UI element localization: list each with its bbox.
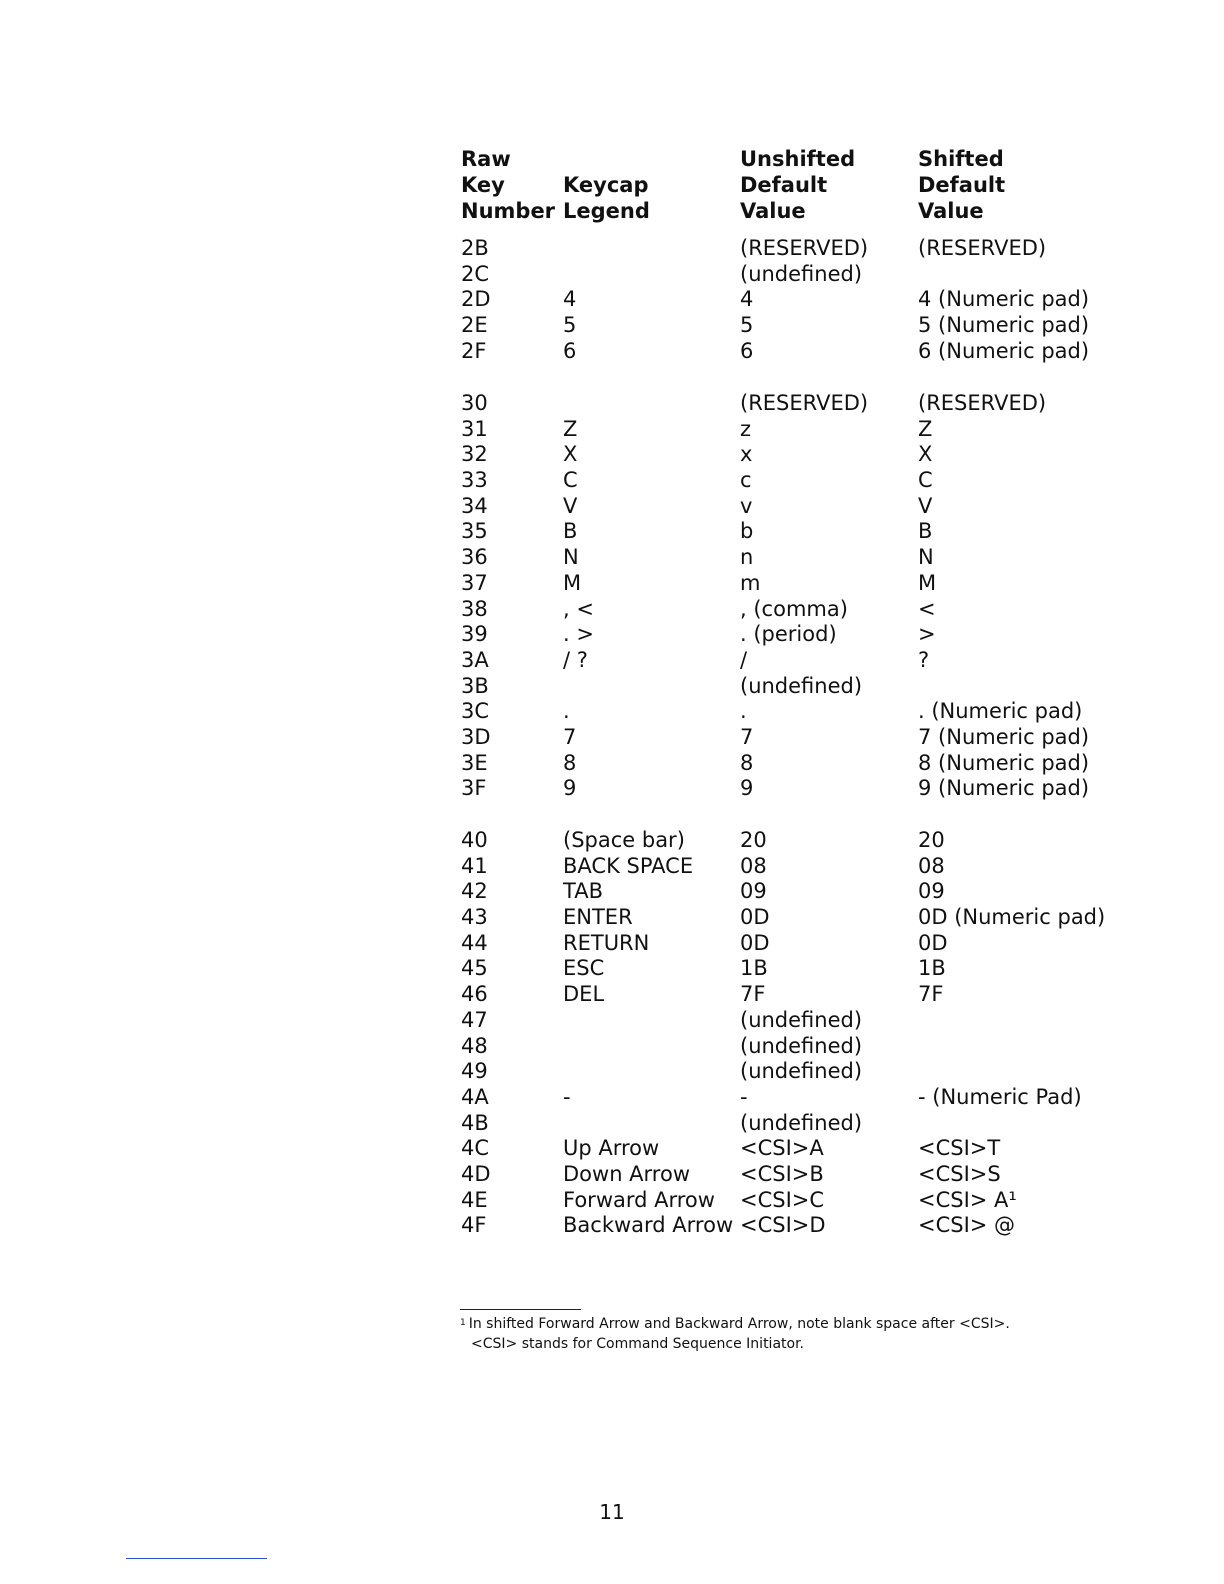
table-row — [461, 699, 1181, 725]
cell-shifted: M — [918, 570, 937, 595]
table-row — [461, 931, 1181, 957]
cell-raw: 36 — [461, 545, 488, 570]
cell-unshifted: 20 — [740, 828, 767, 852]
table-row — [461, 417, 1181, 443]
cell-unshifted: (undefined) — [740, 673, 863, 698]
cell-raw: 39 — [461, 622, 488, 647]
cell-unshifted: (RESERVED) — [740, 236, 869, 260]
cell-raw: 2B — [461, 236, 489, 260]
cell-unshifted: 0D — [740, 930, 770, 955]
cell-unshifted: . — [740, 699, 747, 724]
cell-shifted: N — [918, 545, 934, 570]
table-row — [461, 622, 1181, 648]
cell-keycap: C — [563, 468, 578, 493]
table-row — [461, 725, 1181, 751]
cell-unshifted: <CSI>A — [740, 1136, 824, 1161]
cell-unshifted: (undefined) — [740, 1033, 863, 1058]
table-row — [461, 262, 1181, 288]
cell-unshifted: (RESERVED) — [740, 391, 869, 415]
cell-unshifted: n — [740, 545, 754, 570]
cell-shifted: < — [918, 596, 936, 621]
cell-raw: 3B — [461, 673, 489, 698]
cell-raw: 47 — [461, 1007, 488, 1032]
cell-raw: 3F — [461, 776, 487, 801]
table-row — [461, 1162, 1181, 1188]
cell-unshifted: 0D — [740, 905, 770, 930]
cell-keycap: TAB — [563, 879, 603, 904]
cell-shifted: (RESERVED) — [918, 391, 1047, 415]
cell-keycap: - — [563, 1084, 571, 1109]
table-row — [461, 905, 1181, 931]
table-row — [461, 956, 1181, 982]
cell-shifted: 0D (Numeric pad) — [918, 905, 1106, 930]
cell-raw: 3A — [461, 647, 489, 672]
table-row — [461, 648, 1181, 674]
cell-raw: 48 — [461, 1033, 488, 1058]
bottom-left-line — [126, 1558, 267, 1559]
cell-unshifted: c — [740, 468, 752, 493]
cell-shifted: 4 (Numeric pad) — [918, 287, 1090, 312]
cell-keycap: ENTER — [563, 905, 633, 930]
cell-shifted: Z — [918, 416, 933, 441]
footnote-line-1 — [460, 1314, 1010, 1334]
cell-unshifted: 4 — [740, 287, 754, 312]
cell-keycap: M — [563, 570, 582, 595]
table-row — [461, 339, 1181, 365]
cell-raw: 2F — [461, 338, 487, 363]
cell-keycap: 7 — [563, 724, 577, 749]
cell-unshifted: x — [740, 442, 753, 467]
cell-raw: 43 — [461, 905, 488, 930]
cell-raw: 2D — [461, 287, 491, 312]
cell-raw: 2E — [461, 313, 488, 338]
cell-unshifted: 6 — [740, 338, 754, 363]
cell-unshifted: / — [740, 647, 748, 672]
cell-raw: 31 — [461, 416, 488, 441]
cell-unshifted: (undefined) — [740, 261, 863, 286]
cell-raw: 3C — [461, 699, 490, 724]
table-row — [461, 597, 1181, 623]
footnote-text-1: In shifted Forward Arrow and Backward Arrow, note blank space after <CSI>. — [468, 1316, 1010, 1332]
cell-shifted: 6 (Numeric pad) — [918, 338, 1090, 363]
cell-keycap: X — [563, 442, 578, 467]
cell-shifted: <CSI>S — [918, 1161, 1001, 1186]
cell-keycap: . — [563, 699, 570, 724]
cell-raw: 34 — [461, 493, 488, 518]
cell-raw: 37 — [461, 570, 488, 595]
cell-unshifted: , (comma) — [740, 596, 848, 621]
header-keycap-legend: Keycap Legend — [563, 173, 650, 223]
cell-raw: 4E — [461, 1187, 488, 1212]
cell-unshifted: 1B — [740, 956, 768, 981]
cell-keycap: / ? — [563, 647, 588, 672]
cell-keycap: DEL — [563, 982, 605, 1007]
cell-shifted: 5 (Numeric pad) — [918, 313, 1090, 338]
table-row — [461, 1059, 1181, 1085]
header-raw-key-number: Raw Key Number — [461, 147, 556, 223]
cell-raw: 42 — [461, 879, 488, 904]
cell-keycap: . > — [563, 622, 594, 647]
cell-unshifted: 5 — [740, 313, 754, 338]
cell-unshifted: . (period) — [740, 622, 837, 647]
cell-unshifted: (undefined) — [740, 1007, 863, 1032]
footnote-rule — [460, 1309, 581, 1310]
cell-unshifted: v — [740, 493, 753, 518]
cell-keycap: 8 — [563, 750, 577, 775]
cell-keycap: ESC — [563, 956, 605, 981]
table-row — [461, 982, 1181, 1008]
cell-raw: 2C — [461, 261, 490, 286]
cell-unshifted: 7 — [740, 724, 754, 749]
cell-keycap: RETURN — [563, 930, 650, 955]
cell-unshifted: - — [740, 1084, 748, 1109]
table-row — [461, 236, 1181, 262]
cell-shifted: ? — [918, 647, 930, 672]
cell-shifted: <CSI> A¹ — [918, 1187, 1017, 1212]
cell-raw: 40 — [461, 828, 488, 852]
cell-shifted: <CSI>T — [918, 1136, 1001, 1161]
cell-keycap: Forward Arrow — [563, 1187, 715, 1212]
cell-keycap: Up Arrow — [563, 1136, 660, 1161]
cell-shifted: 7 (Numeric pad) — [918, 724, 1090, 749]
table-row — [461, 674, 1181, 700]
table-header — [461, 146, 1181, 230]
cell-raw: 4F — [461, 1213, 487, 1238]
cell-shifted: . (Numeric pad) — [918, 699, 1083, 724]
table-row — [461, 287, 1181, 313]
table-row — [461, 571, 1181, 597]
cell-shifted: 7F — [918, 982, 944, 1007]
footnote-marker: 1 — [460, 1318, 466, 1328]
cell-raw: 4B — [461, 1110, 489, 1135]
table-row — [461, 879, 1181, 905]
cell-raw: 41 — [461, 853, 488, 878]
cell-keycap: BACK SPACE — [563, 853, 694, 878]
table-row — [461, 545, 1181, 571]
cell-shifted: 08 — [918, 853, 945, 878]
cell-keycap: B — [563, 519, 578, 544]
page-number: 11 — [599, 1500, 625, 1524]
cell-shifted: 09 — [918, 879, 945, 904]
cell-shifted: X — [918, 442, 933, 467]
cell-unshifted: (undefined) — [740, 1059, 863, 1084]
table-row — [461, 468, 1181, 494]
table-row — [461, 1188, 1181, 1214]
cell-raw: 45 — [461, 956, 488, 981]
cell-shifted: > — [918, 622, 936, 647]
table-row — [461, 391, 1181, 417]
cell-shifted: 0D — [918, 930, 948, 955]
cell-unshifted: z — [740, 416, 752, 441]
table-row — [461, 1111, 1181, 1137]
cell-raw: 32 — [461, 442, 488, 467]
cell-keycap: V — [563, 493, 578, 518]
cell-unshifted: <CSI>C — [740, 1187, 825, 1212]
cell-keycap: 5 — [563, 313, 577, 338]
cell-unshifted: m — [740, 570, 761, 595]
table-row — [461, 519, 1181, 545]
cell-unshifted: 7F — [740, 982, 766, 1007]
table-group-30-3f — [461, 391, 1181, 802]
table-row — [461, 828, 1181, 854]
cell-keycap: Backward Arrow — [563, 1213, 734, 1238]
table-row — [461, 1136, 1181, 1162]
cell-keycap: (Space bar) — [563, 828, 685, 852]
cell-raw: 33 — [461, 468, 488, 493]
cell-unshifted: 08 — [740, 853, 767, 878]
cell-shifted: B — [918, 519, 933, 544]
table-row — [461, 776, 1181, 802]
cell-unshifted: (undefined) — [740, 1110, 863, 1135]
footnote-line-2: <CSI> stands for Command Sequence Initiator. — [471, 1336, 805, 1352]
cell-unshifted: <CSI>B — [740, 1161, 824, 1186]
cell-raw: 49 — [461, 1059, 488, 1084]
cell-raw: 4A — [461, 1084, 489, 1109]
cell-keycap: Down Arrow — [563, 1161, 691, 1186]
cell-raw: 44 — [461, 930, 488, 955]
cell-keycap: 6 — [563, 338, 577, 363]
cell-keycap: 4 — [563, 287, 577, 312]
cell-shifted: (RESERVED) — [918, 236, 1047, 260]
table-row — [461, 1213, 1181, 1239]
table-row — [461, 494, 1181, 520]
header-unshifted-default-value: Unshifted Default Value — [740, 147, 856, 223]
cell-raw: 30 — [461, 391, 488, 415]
cell-raw: 4C — [461, 1136, 490, 1161]
cell-shifted: 9 (Numeric pad) — [918, 776, 1090, 801]
table-row — [461, 1085, 1181, 1111]
cell-keycap: Z — [563, 416, 578, 441]
cell-shifted: - (Numeric Pad) — [918, 1084, 1082, 1109]
cell-shifted: 8 (Numeric pad) — [918, 750, 1090, 775]
cell-shifted: <CSI> @ — [918, 1213, 1016, 1238]
cell-unshifted: 09 — [740, 879, 767, 904]
table-row — [461, 1034, 1181, 1060]
cell-raw: 3D — [461, 724, 491, 749]
cell-shifted: V — [918, 493, 933, 518]
cell-keycap: N — [563, 545, 579, 570]
table-group-2b-2f — [461, 236, 1181, 364]
table-row — [461, 751, 1181, 777]
table-group-40-4f — [461, 828, 1181, 1239]
cell-unshifted: 8 — [740, 750, 754, 775]
table-row — [461, 854, 1181, 880]
table-row — [461, 313, 1181, 339]
cell-shifted: 20 — [918, 828, 945, 852]
cell-keycap: , < — [563, 596, 594, 621]
cell-unshifted: <CSI>D — [740, 1213, 826, 1238]
cell-shifted: 1B — [918, 956, 946, 981]
cell-raw: 35 — [461, 519, 488, 544]
table-row — [461, 442, 1181, 468]
cell-raw: 4D — [461, 1161, 491, 1186]
cell-raw: 46 — [461, 982, 488, 1007]
header-shifted-default-value: Shifted Default Value — [918, 147, 1006, 223]
cell-unshifted: b — [740, 519, 754, 544]
cell-keycap: 9 — [563, 776, 577, 801]
cell-unshifted: 9 — [740, 776, 754, 801]
cell-raw: 38 — [461, 596, 488, 621]
table-row — [461, 1008, 1181, 1034]
cell-shifted: C — [918, 468, 933, 493]
cell-raw: 3E — [461, 750, 488, 775]
